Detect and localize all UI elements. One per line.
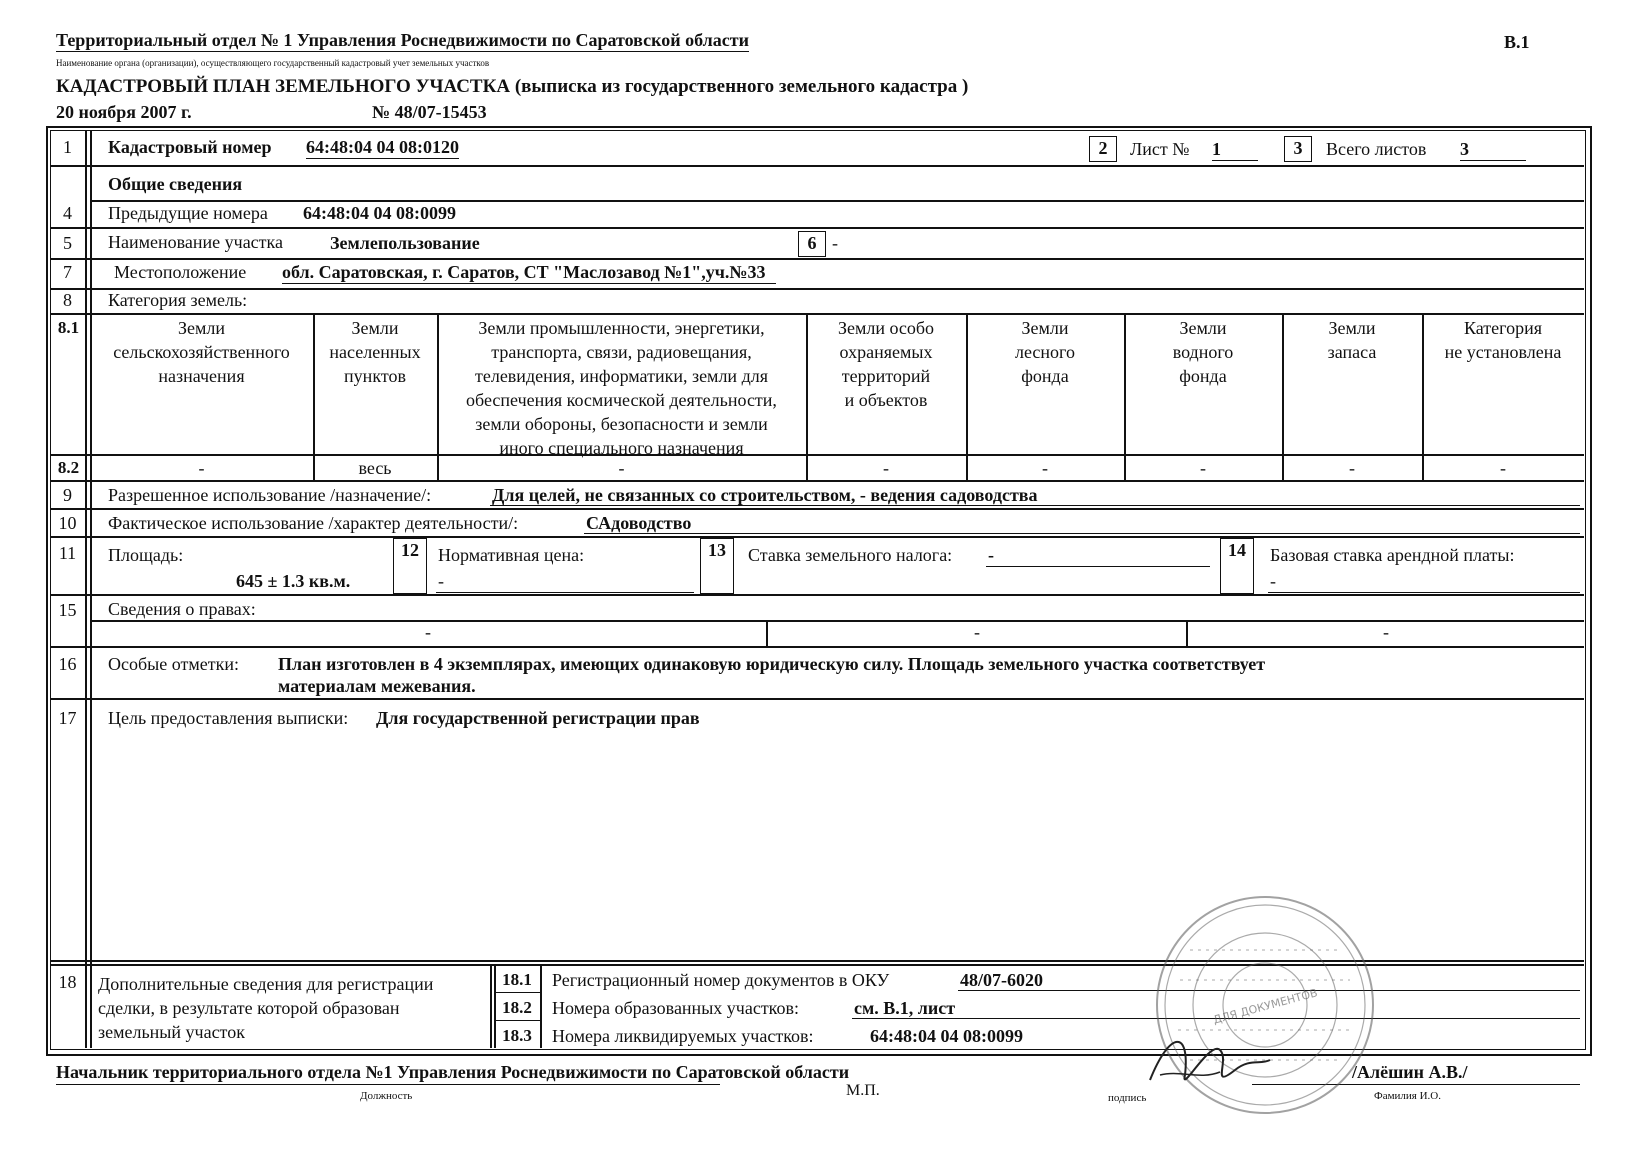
category-header-line: обеспечения космической деятельности,: [466, 390, 777, 410]
permitted-use-label: Разрешенное использование /назначение/:: [108, 485, 432, 505]
category-header: [1126, 316, 1280, 388]
category-value: -: [1200, 458, 1206, 478]
row-number: 18.3: [502, 1026, 532, 1045]
category-header-line: Земли: [1179, 318, 1227, 338]
actual-use-label: Фактическое использование /характер деятельности/:: [108, 513, 519, 533]
category-value: -: [1042, 458, 1048, 478]
category-header: [1424, 316, 1582, 364]
category-header-line: Категория: [1464, 318, 1542, 338]
row-number: 9: [63, 485, 72, 505]
field-14-number: 14: [1228, 540, 1246, 560]
category-header-line: Земли: [351, 318, 399, 338]
row-number: 18.1: [502, 970, 532, 989]
category-header-line: запаса: [1327, 342, 1377, 362]
category-value: -: [883, 458, 889, 478]
category-header-line: земли обороны, безопасности и земли: [475, 414, 768, 434]
description-line: земельный участок: [98, 1022, 245, 1042]
category-header-line: Земли промышленности, энергетики,: [478, 318, 765, 338]
row-number: 10: [58, 513, 77, 533]
stamp-place: М.П.: [846, 1082, 880, 1099]
signature-caption: подпись: [1108, 1092, 1147, 1104]
category-header-line: фонда: [1021, 366, 1069, 386]
base-rent-label: Базовая ставка арендной платы:: [1270, 545, 1515, 565]
sheet-value: 1: [1212, 139, 1258, 161]
name-caption: Фамилия И.О.: [1374, 1090, 1441, 1102]
registration-number-value: 48/07-6020: [960, 970, 1043, 990]
category-header-line: охраняемых: [839, 342, 933, 362]
category-header-line: Земли: [177, 318, 225, 338]
category-header-line: водного: [1172, 342, 1234, 362]
special-notes-line2: материалам межевания.: [278, 676, 476, 696]
base-rent-value: -: [1270, 571, 1276, 591]
total-sheets-label: Всего листов: [1326, 139, 1427, 159]
category-header-line: Земли особо: [837, 318, 935, 338]
row-number: 17: [58, 708, 77, 728]
land-category-label: Категория земель:: [108, 290, 248, 310]
special-notes-line1: План изготовлен в 4 экземплярах, имеющих одинаковую юридическую силу. Площадь земельного участка соответствует: [278, 654, 1266, 674]
previous-numbers-label: Предыдущие номера: [108, 203, 268, 223]
registration-info-description: [98, 972, 433, 1044]
description-line: Дополнительные сведения для регистрации: [98, 974, 434, 994]
row-number: 1: [63, 137, 72, 157]
category-value: -: [1349, 458, 1355, 478]
rights-label: Сведения о правах:: [108, 599, 256, 619]
position-caption: Должность: [360, 1090, 413, 1102]
category-value: -: [198, 458, 205, 478]
signature: [1140, 1020, 1280, 1100]
row-number: 15: [58, 600, 77, 620]
document-date: 20 ноября 2007 г.: [56, 102, 192, 122]
rights-value-3: -: [1383, 622, 1389, 642]
row-number: 5: [63, 233, 72, 253]
normative-price-value: -: [438, 571, 444, 591]
permitted-use-value: Для целей, не связанных со строительством, - ведения садоводства: [492, 485, 1038, 505]
sheet-label: Лист №: [1130, 139, 1190, 159]
area-value: 645 ± 1.3 кв.м.: [236, 571, 351, 591]
row-number: 16: [58, 654, 77, 674]
field-12-box: [393, 538, 427, 594]
official-name: /Алёшин А.В./: [1352, 1062, 1468, 1082]
row-number: 4: [63, 203, 72, 223]
category-header: [92, 316, 311, 388]
category-header-line: назначения: [158, 366, 245, 386]
row-number: 11: [58, 543, 77, 563]
category-header: [439, 316, 804, 460]
cadastral-number-label: Кадастровый номер: [108, 137, 272, 157]
category-header-line: сельскохозяйственного: [113, 342, 290, 362]
sheet-box: 2: [1089, 136, 1117, 162]
category-header: [808, 316, 964, 412]
category-header-line: иного специального назначения: [499, 438, 744, 458]
previous-numbers-value: 64:48:04 04 08:0099: [303, 203, 456, 223]
rights-value-1: -: [425, 622, 431, 642]
field-13-number: 13: [708, 540, 726, 560]
purpose-value: Для государственной регистрации прав: [376, 708, 700, 728]
field-6-value: -: [832, 233, 838, 253]
field-6-box: 6: [798, 231, 826, 257]
document-number: № 48/07-15453: [372, 102, 487, 122]
category-header-line: не установлена: [1444, 342, 1562, 362]
land-tax-value: -: [988, 545, 994, 565]
row-number: 18: [58, 972, 77, 992]
land-tax-label: Ставка земельного налога:: [748, 545, 953, 565]
location-label: Местоположение: [114, 262, 247, 282]
category-value: -: [618, 458, 625, 478]
stamp-text: ДЛЯ ДОКУМЕНТОВ: [1211, 986, 1319, 1027]
location-value: обл. Саратовская, г. Саратов, СТ "Маслозавод №1",уч.№33: [282, 262, 776, 284]
description-line: сделки, в результате которой образован: [98, 998, 400, 1018]
category-header-line: пунктов: [344, 366, 406, 386]
registration-number-label: Регистрационный номер документов в ОКУ: [552, 970, 890, 990]
total-sheets-value: 3: [1460, 139, 1526, 161]
category-header-line: Земли: [1021, 318, 1069, 338]
category-header-line: транспорта, связи, радиовещания,: [491, 342, 752, 362]
org-caption: Наименование органа (организации), осуществляющего государственный кадастровый учет земельных участков: [56, 58, 490, 68]
category-header-line: фонда: [1179, 366, 1227, 386]
liquidated-parcels-value: 64:48:04 04 08:0099: [870, 1026, 1023, 1046]
row-number: 7: [63, 262, 72, 282]
field-13-box: [700, 538, 734, 594]
row-number: 18.2: [502, 998, 532, 1017]
parcel-name-value: Землепользование: [330, 233, 480, 253]
special-notes-label: Особые отметки:: [108, 654, 239, 674]
category-header-line: населенных: [329, 342, 421, 362]
category-header-line: территорий: [841, 366, 931, 386]
category-value: весь: [358, 458, 392, 478]
formed-parcels-value: см. В.1, лист: [854, 998, 956, 1018]
normative-price-label: Нормативная цена:: [438, 545, 585, 565]
category-value: -: [1500, 458, 1506, 478]
official-position: Начальник территориального отдела №1 Управления Роснедвижимости по Саратовской области: [56, 1062, 850, 1082]
actual-use-value: САдоводство: [586, 513, 692, 533]
category-header: [315, 316, 435, 388]
parcel-name-label: Наименование участка: [108, 232, 283, 252]
formed-parcels-label: Номера образованных участков:: [552, 998, 800, 1018]
field-14-box: [1220, 538, 1254, 594]
purpose-label: Цель предоставления выписки:: [108, 708, 349, 728]
document-title: КАДАСТРОВЫЙ ПЛАН ЗЕМЕЛЬНОГО УЧАСТКА (выписка из государственного земельного кадастра ): [56, 76, 969, 97]
category-header-line: и объектов: [844, 390, 928, 410]
field-12-number: 12: [401, 540, 419, 560]
row-number: 8: [63, 290, 72, 310]
category-header-line: лесного: [1015, 342, 1075, 362]
row-number: 8.2: [57, 458, 80, 477]
category-header-line: телевидения, информатики, земли для: [474, 366, 768, 386]
row-number: 8.1: [57, 318, 80, 337]
area-label: Площадь:: [108, 545, 184, 565]
category-header: [1284, 316, 1420, 364]
form-code: В.1: [1504, 32, 1530, 52]
category-header-line: Земли: [1328, 318, 1376, 338]
total-sheets-box: 3: [1284, 136, 1312, 162]
cadastral-number-value: 64:48:04 04 08:0120: [306, 137, 459, 157]
org-name: Территориальный отдел № 1 Управления Роснедвижимости по Саратовской области: [56, 30, 749, 50]
rights-value-2: -: [974, 622, 980, 642]
category-header: [968, 316, 1122, 388]
liquidated-parcels-label: Номера ликвидируемых участков:: [552, 1026, 814, 1046]
general-info-heading: Общие сведения: [108, 174, 243, 194]
